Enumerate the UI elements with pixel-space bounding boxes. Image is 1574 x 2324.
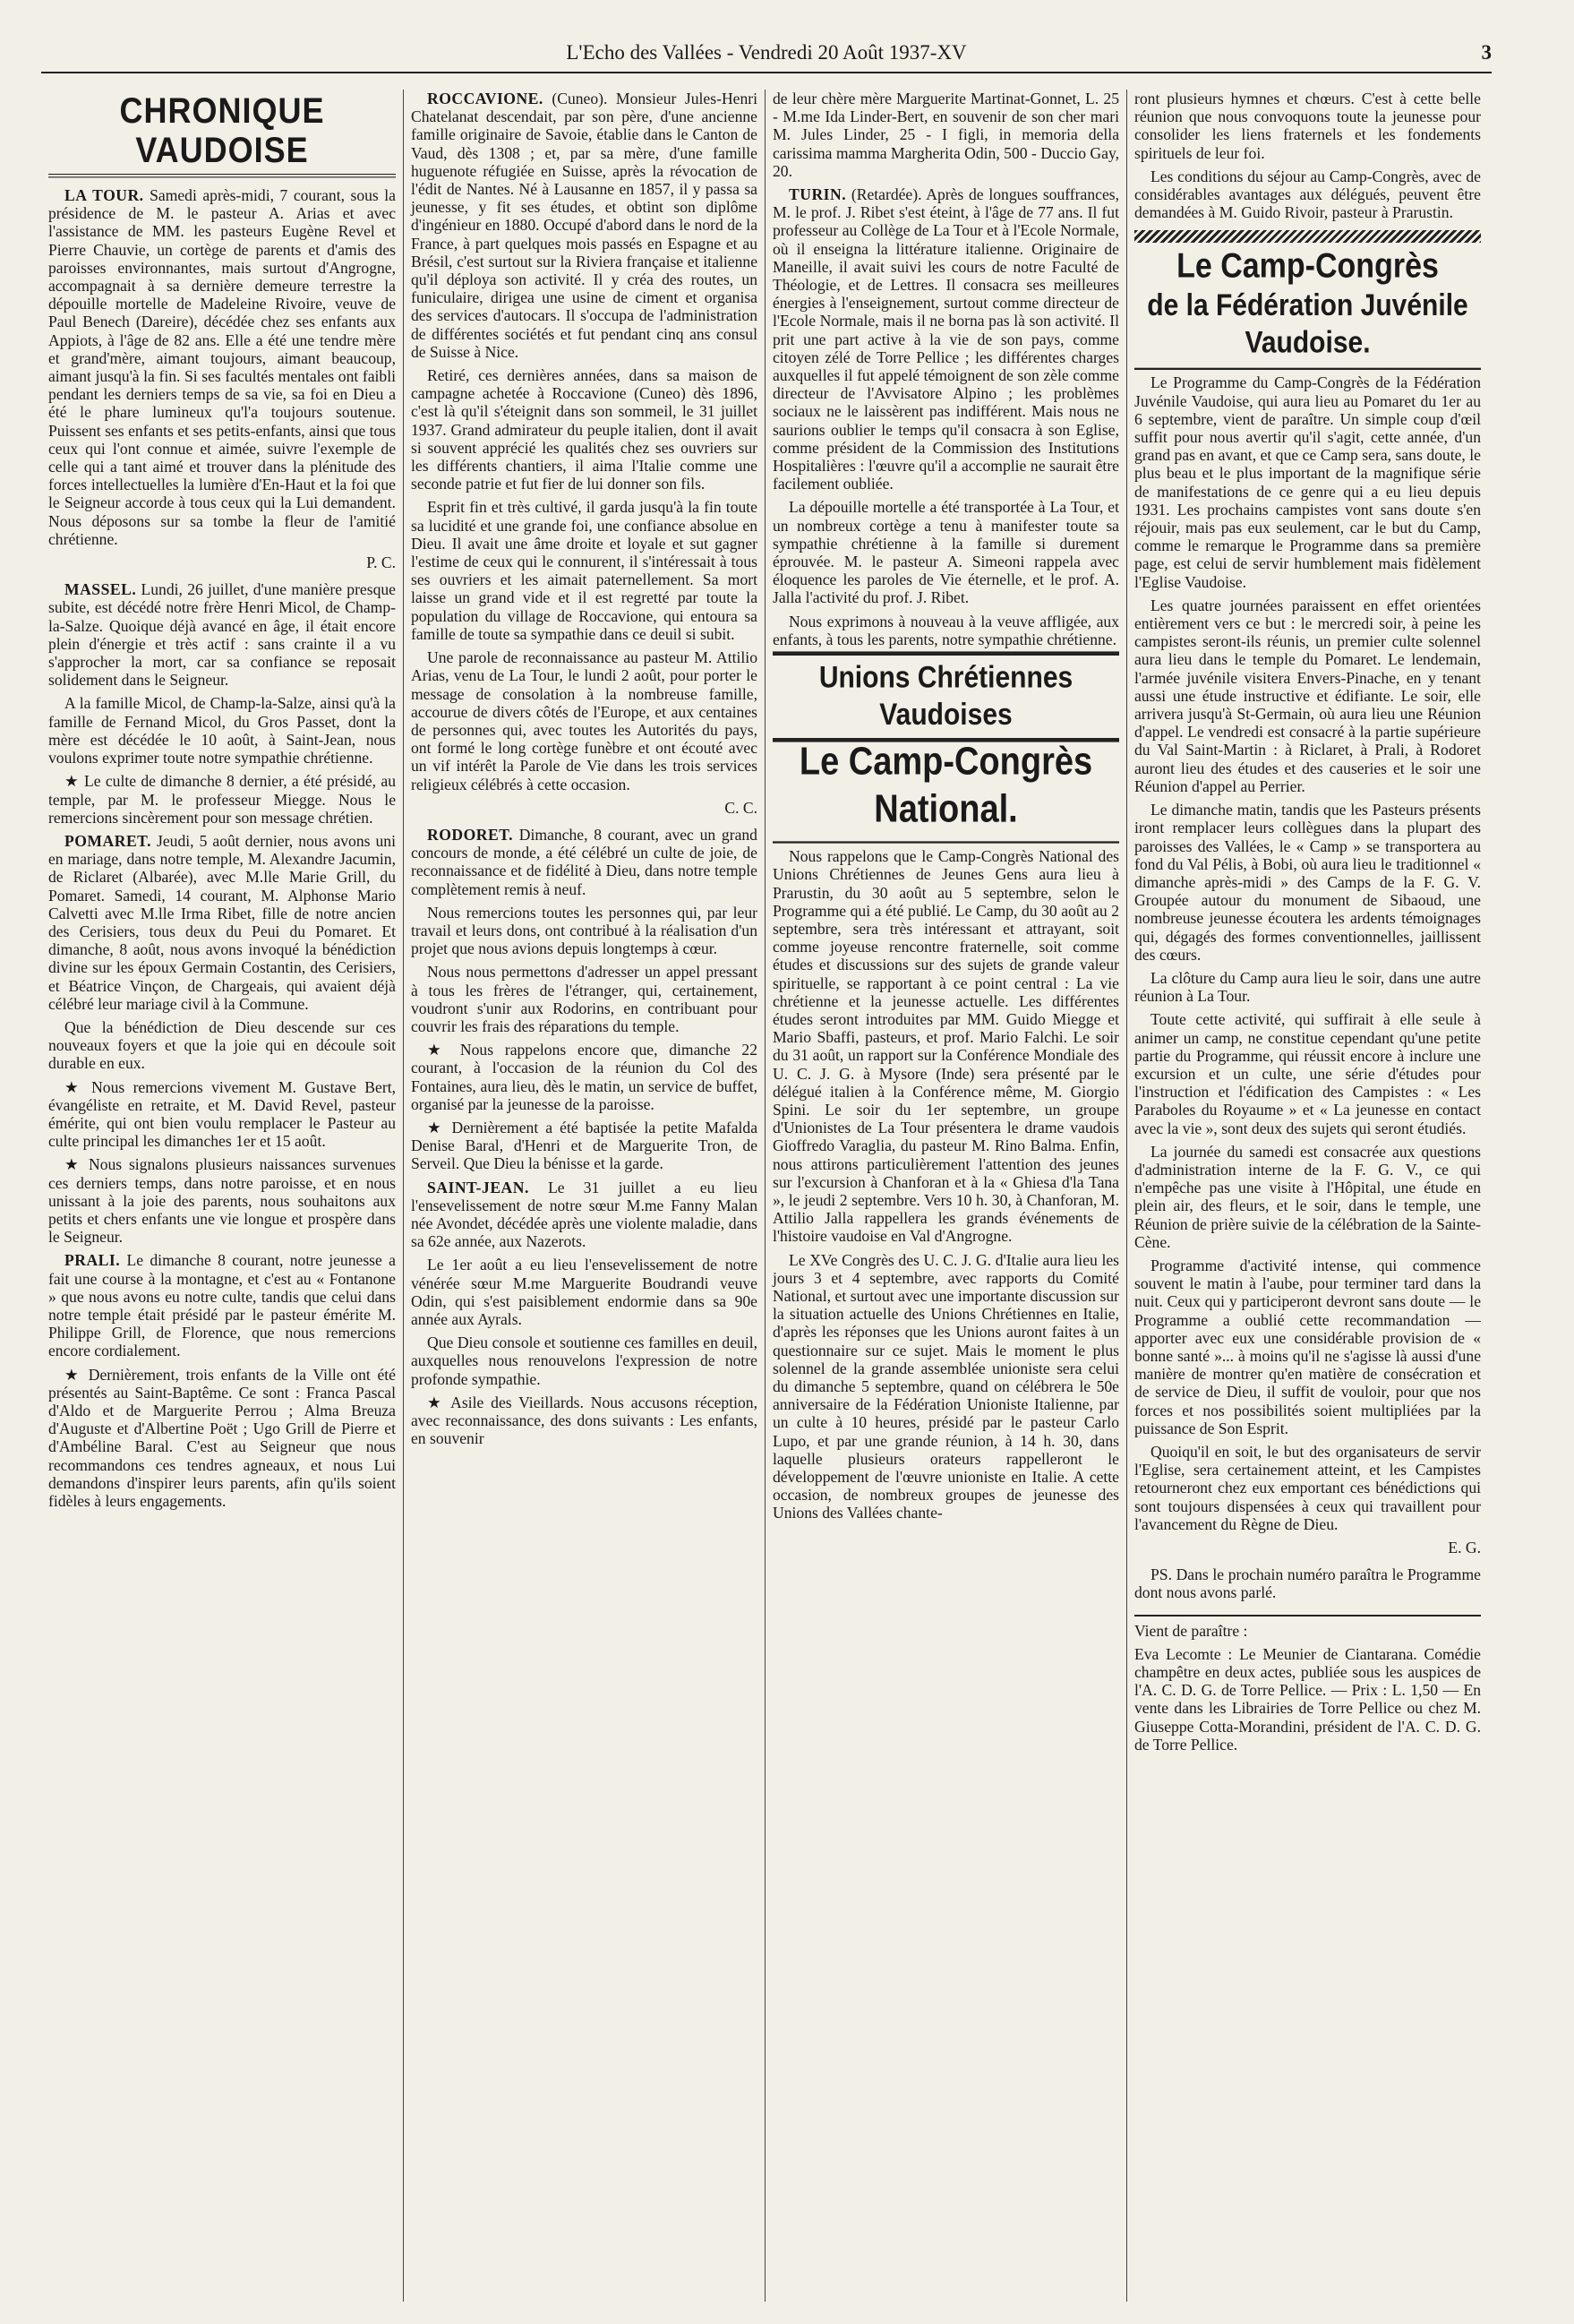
article-roccavione: ROCCAVIONE. (Cuneo). Monsieur Jules-Henri Chatelanat descendait, par son père, d'une ancienne famille originaire de Savoie, établie dans le Canton de Vaud, dès 1308 ; et, par sa mère, d'une famille huguenote réfugiée en Suisse, après la révocation de l'édit de Nantes. Né à Lausanne en 1857, il y passa sa jeunesse, y fit ses études, et obtint son diplôme d'ingénieur en 1880. Occupé d'abord dans le nord de la France, à part quelques mois passés en Espagne et au Brésil, c'est surtout sur la Riviera française et italienne qu'il déploya son activité. Il y créa des routes, un funiculaire, dirigea une usine de ciment et organisa des services d'autocars. Il s'occupa de l'administration de différentes sociétés et fut pendant cinq ans consul de Suisse à Nice. (411, 90, 757, 361)
paragraph: Nous remercions toutes les personnes qui, par leur travail et leurs dons, ont contribué à la réalisation d'un projet que nous avions depuis longtemps à cœur. (411, 903, 757, 958)
location-saint-jean: SAINT-JEAN. (427, 1178, 529, 1196)
paragraph: A la famille Micol, de Champ-la-Salze, ainsi qu'à la famille de Fernand Micol, du Gros Passet, dont la mère est décédée le 10 août, à Saint-Jean, nous voulons exprimer toute notre sympathie chrétienne. (48, 694, 396, 768)
location-massel: MASSEL. (64, 580, 137, 599)
page-header (41, 41, 1492, 73)
paragraph: ★ Asile des Vieillards. Nous accusons réception, avec reconnaissance, des dons suivants : Les enfants, en souvenir (411, 1393, 757, 1448)
unions-heading: Unions Chrétiennes Vaudoises (773, 651, 1119, 742)
paragraph: ★ Dernièrement a été baptisée la petite Mafalda Denise Baral, d'Henri et de Marguerite Tron, de Serveil. Que Dieu la bénisse et la garde. (411, 1118, 757, 1173)
paragraph: Toute cette activité, qui suffirait à elle seule à animer un camp, ne constitue cependant qu'une petite partie du Programme, qui réussit encore à inclure une excursion et un culte, une série d'études pour l'instruction et l'édification des Campistes : « Les Paraboles du Royaume » et « La jeunesse en contact avec la vie », sont deux des sujets qui seront étudiés. (1134, 1010, 1481, 1137)
paragraph: ront plusieurs hymnes et chœurs. C'est à cette belle réunion que nous convoquons toute la jeunesse pour consolider les liens fraternels et les fondements spirituels de leur foi. (1134, 90, 1481, 162)
paragraph: La dépouille mortelle a été transportée à La Tour, et un nombreux cortège a tenu à manifester toute sa sympathie chrétienne à la famille si durement éprouvée. M. le pasteur A. Simeoni rappela avec éloquence les paroles de Vie éternelle, et le prof. A. Jalla l'activité du prof. J. Ribet. (773, 498, 1119, 607)
article-pomaret: POMARET. Jeudi, 5 août dernier, nous avons uni en mariage, dans notre temple, M. Alexandre Jacumin, de Riclaret (Albarée), avec M.lle Marie Grill, du Pomaret. Samedi, 14 courant, M. Alphonse Mario Calvetti avec M.lle Irma Ribet, fille de notre ancien des Cerisiers, tous deux du Peui du Pomaret. Et dimanche, 8 août, nous avons invoqué la bénédiction divine sur les époux Germain Costantin, des Cerisiers, et Béatrice Vinçon, de Chargeais, qui avaient déjà célébré leur mariage civil à la Commune. (48, 831, 396, 1013)
paragraph: ★ Nous remercions vivement M. Gustave Bert, évangéliste en retraite, et M. David Revel, pasteur émérite, qui ont bien voulu remplacer le Pasteur au culte principal les dimanches 1er et 15 août. (48, 1077, 396, 1151)
column-4 (1126, 90, 1488, 2302)
paragraph: Nous exprimons à nouveau à la veuve affligée, aux enfants, à tous les parents, notre sympathie chrétienne. (773, 612, 1119, 648)
paragraph: Que Dieu console et soutienne ces familles en deuil, auxquelles nous renouvelons l'expression de notre profonde sympathie. (411, 1334, 757, 1388)
article-rodoret: RODORET. Dimanche, 8 courant, avec un grand concours de monde, a été célébré un culte de joie, de reconnaissance et de fidélité à Dieu, dans notre temple complètement remis à neuf. (411, 825, 757, 898)
column-3 (765, 90, 1126, 2302)
paragraph: Nous nous permettons d'adresser un appel pressant à tous les frères de l'étranger, qui, certainement, voudront s'unir aux Rodorins, en contribuant pour couvrir les frais des réparations du temple. (411, 963, 757, 1035)
signature: P. C. (366, 553, 396, 572)
paragraph: Nous rappelons que le Camp-Congrès National des Unions Chrétiennes de Jeunes Gens aura lieu à Prarustin, du 30 août au 5 septembre, selon le Programme qui a été publié. Le Camp, du 30 août au 2 septembre, sera très intéressant et attrayant, soit comme joyeuse rencontre fraternelle, soit comme études et discussions sur des sujets de grande valeur spirituelle, se rapportant à ce point central : La vie chrétienne et la jeunesse actuelle. Les différentes études seront introduites par MM. Guido Miegge et Mario Sbaffi, pasteurs, et prof. Mario Falchi. Le soir du 31 août, un rapport sur la Conférence Mondiale des U. C. J. G. à Mysore (Inde) sera présenté par le délégué italien à la Conférence même, M. Giorgio Spini. Le soir du 1er septembre, un groupe d'Unionistes de La Tour présentera le drame vaudois Gioffredo Varaglia, du pasteur M. Rino Balma. Enfin, nous attirons particulièrement l'attention des jeunes sur l'excursion à Chanforan et à la « Ghiesa d'la Tana », le jeudi 2 septembre. Vers 10 h. 30, à Chanforan, M. Attilio Jalla rappellera les grands événements de l'histoire vaudoise en Val d'Angrogne. (773, 847, 1119, 1246)
paragraph: ★ Nous signalons plusieurs naissances survenues ces derniers temps, dans notre paroisse, et en nous unissant à la joie des parents, nous souhaitons aux petits et chers enfants une vie longue et prospère dans le Seigneur. (48, 1155, 396, 1247)
paragraph: Quoiqu'il en soit, le but des organisateurs de servir l'Eglise, sera certainement atteint, et les Campistes retourneront chez eux emportant ces bénédictions qui sont toujours dispensées à ceux qui travaillent pour l'avancement du Règne de Dieu. (1134, 1443, 1481, 1533)
article-massel: MASSEL. Lundi, 26 juillet, d'une manière presque subite, est décédé notre frère Henri Micol, de Champ-la-Salze. Quoique déjà avancé en âge, il était encore plein d'énergie et très actif : sans crainte il a vu s'approcher la mort, car sa confiance se reposait solidement dans le Seigneur. (48, 580, 396, 690)
postscript: PS. Dans le prochain numéro paraîtra le Programme dont nous avons parlé. (1134, 1565, 1481, 1602)
location-turin: TURIN. (789, 185, 847, 204)
paragraph: Le Programme du Camp-Congrès de la Fédération Juvénile Vaudoise, qui aura lieu au Pomaret du 1er au 6 septembre, vient de paraître. Un simple coup d'œil suffit pour nous avertir qu'il s'agit, cette année, d'un grand pas en avant, et que ce Camp sera, sans doute, le plus beau et le plus important de la magnifique série de manifestations de ce genre qui a eu lieu depuis 1931. Les prochains campistes vont sans doute s'en réjouir, mais pas eux seulement, car le but du Camp, comme le remarque le Programme dans sa première page, est celui de servir humblement mais fidèlement l'Eglise Vaudoise. (1134, 373, 1481, 591)
article-saint-jean: SAINT-JEAN. Le 31 juillet a eu lieu l'ensevelissement de notre sœur M.me Fanny Malan née Avondet, décédée après une violente maladie, dans sa 62e année, aux Nazerots. (411, 1178, 757, 1251)
camp-national-heading: Le Camp-Congrès National. (773, 738, 1119, 843)
columns (41, 90, 1492, 2302)
notice-heading: Vient de paraître : (1134, 1621, 1248, 1640)
paragraph: La journée du samedi est consacrée aux questions d'administration interne de la F. G. V., ce qui n'empêche pas une visite à l'Hôpital, une étude en plein air, des fleurs, et le soir, dans le temple, une Réunion de prière suivie de la célébration de la Sainte-Cène. (1134, 1142, 1481, 1251)
notice-divider (1134, 1615, 1481, 1617)
paragraph: Les quatre journées paraissent en effet orientées entièrement vers ce but : le mercredi soir, à peine les campistes seront-ils réunis, un premier culte solennel aura lieu dans le temple du Pomaret. Le lendemain, l'armée juvénile visitera Envers-Pinache, en y tenant aussi une étude instructive et édifiante. Le soir, elle arrivera jusqu'à St-Germain, où aura lieu une Réunion d'appel. Le vendredi est consacré à la partie supérieure du Val Saint-Martin : à Riclaret, à Prali, à Rodoret auront lieu des études et des causeries et le soir une Réunion d'appel au Perrier. (1134, 596, 1481, 795)
page-number: 3 (1481, 41, 1492, 64)
chronique-title: CHRONIQUE VAUDOISE (48, 91, 396, 178)
federation-subheading: de la Fédération Juvénile Vaudoise. (1134, 287, 1481, 370)
paragraph: Le dimanche matin, tandis que les Pasteurs présents iront remplacer leurs collègues dans la plupart des paroisses des Vallées, le « Camp » se transportera au fond du Val Pélis, à Bobi, où aura lieu le traditionnel « dimanche après-midi » des Camps de la F. G. V. Groupée autour du monument de Sibaoud, une nombreuse jeunesse écoutera les ardents témoignages qui, dégagés des formes conventionnelles, jaillissent des cœurs. (1134, 801, 1481, 964)
paragraph: ★ Nous rappelons encore que, dimanche 22 courant, à l'occasion de la réunion du Col des Fontaines, aura lieu, dès le matin, un service de buffet, organisé par la jeunesse de la paroisse. (411, 1041, 757, 1113)
column-1 (41, 90, 403, 2302)
paragraph: Le XVe Congrès des U. C. J. G. d'Italie aura lieu les jours 3 et 4 septembre, avec rapports du Comité National, et surtout avec une importante discussion sur la situation actuelle des Unions Chrétiennes en Italie, d'après les réponses que les Unions auront faites à un questionnaire sur ce sujet. Mais le moment le plus solennel de la grande assemblée unioniste sera celui du dimanche 5 septembre, quand on célébrera le 50e anniversaire de la Fédération Unioniste Italienne, par un culte à 10 heures, présidé par le pasteur Carlo Lupo, et par une grande réunion, à 14 h. 30, dans laquelle plusieurs orateurs rappelleront le développement de l'œuvre unioniste en Italie. A cette occasion, de nombreux groupes de jeunesse des Unions des Vallées chante- (773, 1250, 1119, 1522)
article-turin: TURIN. (Retardée). Après de longues souffrances, M. le prof. J. Ribet s'est éteint, à l'âge de 77 ans. Il fut professeur au Collège de La Tour et à l'Ecole Normale, où il enseigna la littérature italienne. Originaire de Maneille, il avait suivi les cours de notre Faculté de Théologie, et de Lettres. Il consacra ses meilleures énergies à l'enseignement, surtout comme directeur de l'Ecole Normale, mais il ne borna pas là son activité. Il prit une part active à la vie de son pays, comme citoyen zélé de Torre Pellice ; les différentes charges auxquelles il fut appelé témoignent de son zèle comme directeur de l'Avvisatore Alpino ; les problèmes sociaux ne le laissèrent pas indifférent. Mais nous ne saurions oublier le temps qu'il consacra à son Eglise, comme président de la Commission des Institutions Hospitalières : l'œuvre qu'il a accomplie ne saurait être facilement oubliée. (773, 185, 1119, 493)
paragraph: La clôture du Camp aura lieu le soir, dans une autre réunion à La Tour. (1134, 968, 1481, 1006)
location-rodoret: RODORET. (427, 825, 514, 844)
article-prali: PRALI. Le dimanche 8 courant, notre jeunesse a fait une course à la montagne, et c'est au « Fontanone » que nous avons eu notre culte, tandis que celui dans notre temple était présidé par le pasteur émérite M. Philippe Grill, de Florence, que nous remercions encore cordialement. (48, 1251, 396, 1360)
paragraph: Les conditions du séjour au Camp-Congrès, avec de considérables avantages aux délégués, peuvent être demandées à M. Guido Rivoir, pasteur à Prarustin. (1134, 167, 1481, 222)
signature: C. C. (724, 798, 757, 817)
notice-text: Eva Lecomte : Le Meunier de Ciantarana. Comédie champêtre en deux actes, publiée sous les auspices de l'A. C. D. G. de Torre Pellice. — Prix : L. 1,50 — En vente dans les Librairies de Torre Pellice ou chez M. Giuseppe Cotta-Morandini, président de l'A. C. D. G. de Torre Pellice. (1134, 1644, 1481, 1754)
paragraph: Esprit fin et très cultivé, il garda jusqu'à la fin toute sa lucidité et une grande foi, une confiance absolue en Dieu. Il avait une âme droite et loyale et sut gagner l'estime de ceux qui le connurent, il s'intéressait à tous ses ouvriers et les aimait paternellement. Sa mort laisse un grand vide et il est regretté par toute la population du village de Roccavione, qui entoura sa famille de toute sa sympathie dans ce deuil si subit. (411, 498, 757, 643)
paragraph: Le 1er août a eu lieu l'ensevelissement de notre vénérée sœur M.me Marguerite Boudrandi veuve Odin, qui s'est paisiblement endormie dans sa 90e année aux Ayrals. (411, 1256, 757, 1328)
paragraph: de leur chère mère Marguerite Martinat-Gonnet, L. 25 - M.me Ida Linder-Bert, en souvenir de son cher mari M. Jules Linder, 25 - I figli, in memoria della carissima mamma Margherita Odin, 500 - Duccio Gay, 20. (773, 90, 1119, 180)
location-pomaret: POMARET. (64, 831, 152, 850)
paragraph: Une parole de reconnaissance au pasteur M. Attilio Arias, venu de La Tour, le lundi 2 août, pour porter le message de consolation à la nombreuse famille, accourue de divers côtés de l'Europe, et aux centaines de personnes qui, avec toutes les Autorités du pays, ont formé le long cortège funèbre et ont écouté avec un vif intérêt la Parole de Vie dans les trois services religieux célébrés à cette occasion. (411, 648, 757, 793)
location-roccavione: ROCCAVIONE. (427, 90, 543, 107)
paragraph: Retiré, ces dernières années, dans sa maison de campagne achetée à Roccavione (Cuneo) dès 1896, c'est là qu'il s'éteignit dans son sommeil, le 31 juillet 1937. Grand admirateur du peuple italien, dont il avait si souvent apprécié les qualités chez ses ouvriers sur les différents chantiers, il aima l'Italie comme une seconde patrie et fut fier de lui donner son fils. (411, 366, 757, 493)
hatched-divider (1134, 230, 1481, 243)
camp-congres-heading: Le Camp-Congrès (1176, 246, 1439, 287)
column-2 (403, 90, 765, 2302)
masthead: L'Echo des Vallées - Vendredi 20 Août 1937-XV (566, 41, 967, 64)
signature: E. G. (1448, 1539, 1481, 1557)
location-prali: PRALI. (64, 1251, 121, 1270)
paragraph: Que la bénédiction de Dieu descende sur ces nouveaux foyers et que la joie qui en découle soit durable en eux. (48, 1017, 396, 1073)
location-la-tour: LA TOUR. (64, 186, 144, 204)
article-la-tour: LA TOUR. Samedi après-midi, 7 courant, sous la présidence de M. le pasteur A. Arias et avec l'assistance de MM. les pasteurs Eugène Revel et Pierre Chauvie, un cortège de parents et d'amis des paroisses environnantes, mais surtout d'Angrogne, accompagnait à sa dernière demeure terrestre la dépouille mortelle de Madeleine Rivoire, veuve de Paul Benech (Dareire), décédée chez ses enfants aux Appiots, à l'âge de 82 ans. Elle a été une tendre mère et grand'mère, aimant toujours, aimant beaucoup, aimant jusqu'à la fin. Si ses facultés mentales ont faibli pendant les derniers temps de sa vie, sa foi en Dieu a été le phare lumineux qu'l'a toujours soutenue. Puissent ses enfants et ses petits-enfants, ainsi que tous ceux qui l'ont connue et aimée, suivre l'exemple de celle qui a tant aimé et trouver dans la plénitude des forces intellectuelles la lumière d'En-Haut et la foi que le Seigneur accorde à tous ceux qui la Lui demandent. Nous déposons sur sa tombe la fleur de l'amitié chrétienne. (48, 186, 396, 548)
paragraph: ★ Dernièrement, trois enfants de la Ville ont été présentés au Saint-Baptême. Ce sont : Franca Pascal d'Aldo et de Marguerite Perrou ; Alma Breuza d'Auguste et d'Albertine Poët ; Ugo Grill de Pierre et d'Ambéline Baral. C'est au Seigneur que nous recommandons ces tendres agneaux, et nous Lui demandons d'inspirer leurs parents, afin qu'ils soient fidèles à leurs engagements. (48, 1365, 396, 1511)
paragraph: ★ Le culte de dimanche 8 dernier, a été présidé, au temple, par M. le professeur Miegge. Nous le remercions sincèrement pour son message chrétien. (48, 772, 396, 827)
paragraph: Programme d'activité intense, qui commence souvent le matin à l'aube, pour terminer tard dans la nuit. Ceux qui y participeront devront sans doute — le Programme a oublié cette recommandation — apporter avec eux une considérable provision de « bonne santé »... à moins qu'il ne s'agisse là aussi d'une manière de montrer qu'en matière de consécration et de service de Dieu, il suffit de vouloir, pour que nos forces et nos possibilités soient multipliées par la puissance de Son Esprit. (1134, 1256, 1481, 1437)
